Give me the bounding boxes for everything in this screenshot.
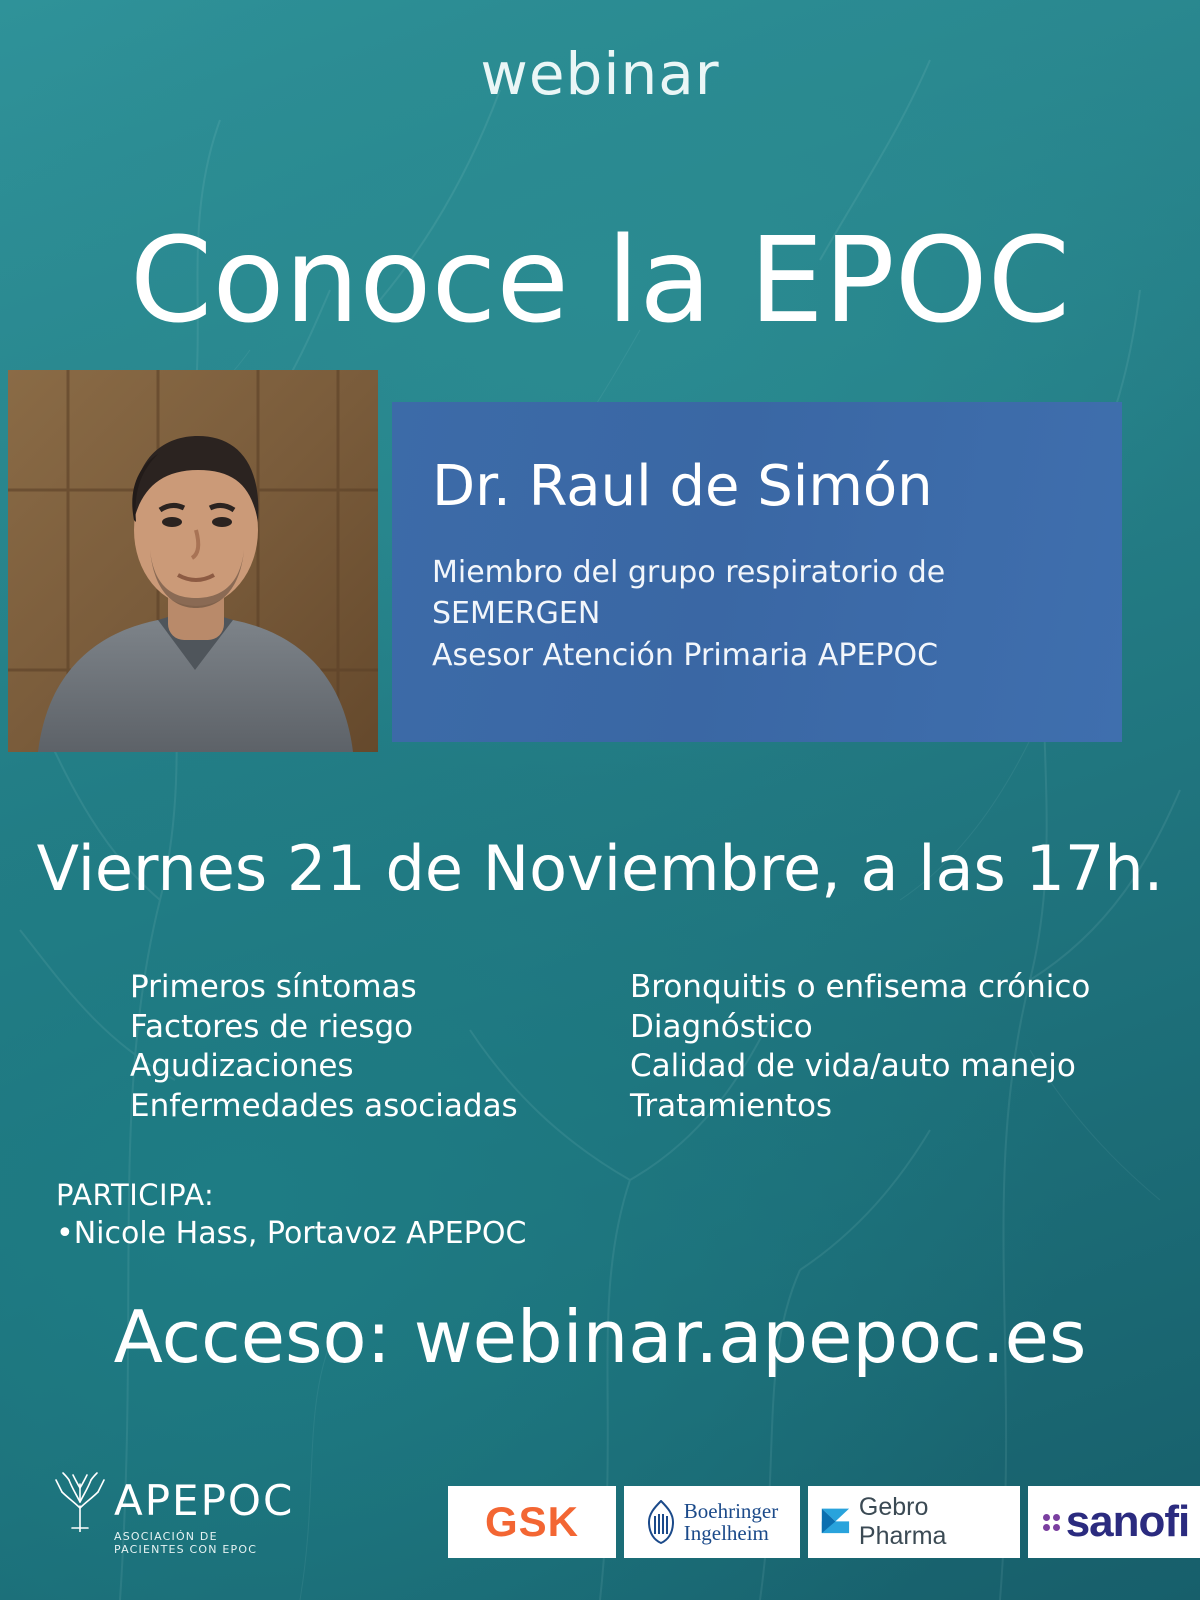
sanofi-wordmark: sanofi	[1065, 1497, 1190, 1546]
sponsor-boehringer-ingelheim	[624, 1486, 800, 1558]
gebro-pharma-wordmark: Gebro Pharma	[858, 1493, 947, 1550]
topic-item: Factores de riesgo	[130, 1008, 414, 1045]
apepoc-tagline: ASOCIACIÓN DE PACIENTES CON EPOC	[114, 1530, 258, 1556]
gsk-logo: GSK	[484, 1498, 579, 1545]
apepoc-wordmark: APEPOC	[114, 1476, 295, 1525]
gebro-pharma-icon	[820, 1505, 851, 1539]
topics-column-right	[630, 968, 1091, 1127]
topic-item: Tratamientos	[630, 1088, 833, 1125]
participants-section	[56, 1178, 756, 1251]
sponsor-sanofi	[1028, 1486, 1200, 1558]
speaker-role-line-3: Asesor Atención Primaria APEPOC	[432, 637, 939, 673]
speaker-card	[392, 402, 1122, 742]
page-title: Conoce la EPOC	[129, 211, 1071, 350]
topic-item: Calidad de vida/auto manejo	[630, 1048, 1076, 1085]
sponsor-gebro-pharma	[808, 1486, 1020, 1558]
boehringer-ingelheim-icon	[646, 1500, 676, 1544]
tree-icon	[52, 1470, 108, 1532]
kicker-label: webinar	[480, 40, 720, 108]
topic-item: Enfermedades asociadas	[130, 1088, 518, 1125]
speaker-role-line-2: SEMERGEN	[432, 596, 601, 632]
participant-item: •Nicole Hass, Portavoz APEPOC	[56, 1216, 527, 1251]
boehringer-line-2: Ingelheim	[683, 1521, 769, 1545]
speaker-role	[432, 552, 1092, 676]
event-date: Viernes 21 de Noviembre, a las 17h.	[36, 832, 1164, 905]
sanofi-dots-icon	[1043, 1514, 1060, 1531]
apepoc-logo	[52, 1468, 295, 1564]
speaker-photo	[8, 370, 378, 752]
topic-item: Bronquitis o enfisema crónico	[630, 969, 1091, 1005]
access-url[interactable]: Acceso: webinar.apepoc.es	[113, 1295, 1087, 1379]
topic-item: Agudizaciones	[130, 1048, 354, 1085]
sponsor-gsk	[448, 1486, 616, 1558]
topics-list	[130, 968, 1090, 1127]
topics-column-left	[130, 968, 580, 1127]
boehringer-line-1: Boehringer	[683, 1498, 779, 1523]
participants-label: PARTICIPA:	[56, 1178, 215, 1212]
topic-item: Primeros síntomas	[130, 969, 417, 1005]
speaker-name: Dr. Raul de Simón	[432, 454, 933, 519]
topic-item: Diagnóstico	[630, 1008, 813, 1045]
sponsor-logos	[448, 1486, 1200, 1558]
speaker-role-line-1: Miembro del grupo respiratorio de	[432, 555, 946, 590]
